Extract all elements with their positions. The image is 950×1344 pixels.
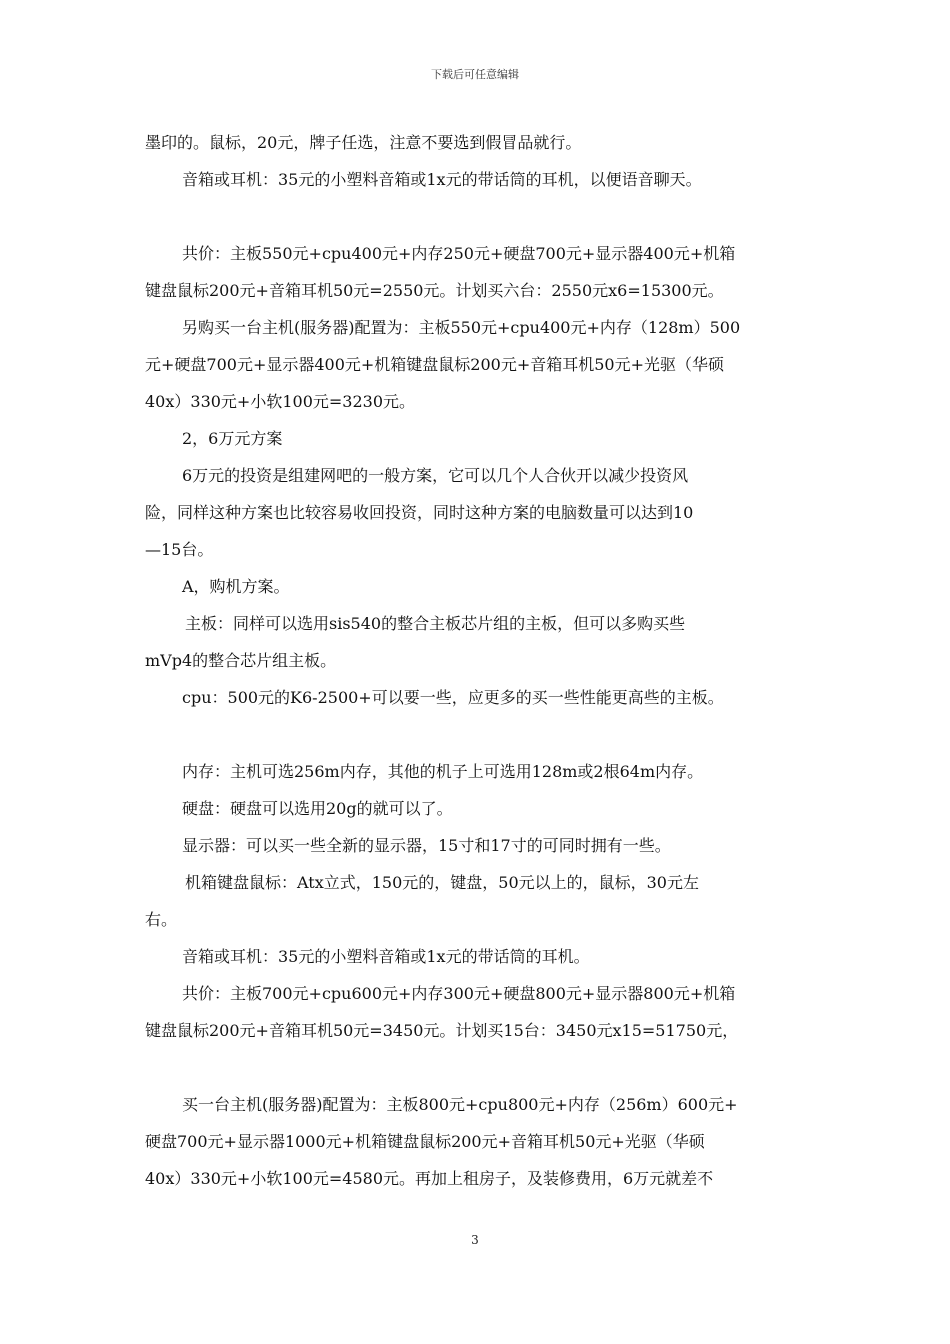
text-line: 键盘鼠标200元+音箱耳机50元=3450元。计划买15台：3450元x15=51750元， <box>145 1021 739 1040</box>
text-line: 墨印的。鼠标，20元，牌子任选，注意不要选到假冒品就行。 <box>145 133 582 152</box>
text-line: 6万元的投资是组建网吧的一般方案，它可以几个人合伙开以减少投资风 <box>182 466 689 485</box>
blank-line <box>145 1049 813 1086</box>
text-line: —15台。 <box>145 540 214 559</box>
page-number: 3 <box>471 1233 479 1247</box>
text-line: 共价：主板700元+cpu600元+内存300元+硬盘800元+显示器800元+机箱 <box>182 984 736 1003</box>
text-line: 买一台主机(服务器)配置为：主板800元+cpu800元+内存（256m）600元+ <box>182 1095 738 1114</box>
text-line: 显示器：可以买一些全新的显示器，15寸和17寸的可同时拥有一些。 <box>182 836 671 855</box>
text-line: 40x）330元+小软100元=4580元。再加上租房子，及装修费用，6万元就差不 <box>145 1169 714 1188</box>
section-heading: 2，6万元方案 <box>182 429 283 448</box>
text-line: 硬盘700元+显示器1000元+机箱键盘鼠标200元+音箱耳机50元+光驱（华硕 <box>145 1132 705 1151</box>
text-line: 险，同样这种方案也比较容易收回投资，同时这种方案的电脑数量可以达到10 <box>145 503 694 522</box>
text-line: 右。 <box>145 910 178 929</box>
text-line: 共价：主板550元+cpu400元+内存250元+硬盘700元+显示器400元+机箱 <box>182 244 736 263</box>
text-line: 内存：主机可选256m内存，其他的机子上可选用128m或2根64m内存。 <box>182 762 704 781</box>
text-line: mVp4的整合芯片组主板。 <box>145 651 337 670</box>
text-line: 机箱键盘鼠标：Atx立式，150元的，键盘，50元以上的，鼠标，30元左 <box>185 873 699 892</box>
text-line: 40x）330元+小软100元=3230元。 <box>145 392 415 411</box>
subsection-heading: A，购机方案。 <box>182 577 290 596</box>
text-line: 元+硬盘700元+显示器400元+机箱键盘鼠标200元+音箱耳机50元+光驱（华硕 <box>145 355 725 374</box>
text-line: 硬盘：硬盘可以选用20g的就可以了。 <box>182 799 453 818</box>
page-header: 下载后可任意编辑 <box>431 68 519 81</box>
text-line: cpu：500元的K6-2500+可以要一些，应更多的买一些性能更高些的主板。 <box>182 688 724 707</box>
text-line: 键盘鼠标200元+音箱耳机50元=2550元。计划买六台：2550元x6=15300元。 <box>145 281 724 300</box>
blank-line <box>145 198 813 235</box>
text-line: 另购买一台主机(服务器)配置为：主板550元+cpu400元+内存（128m）500 <box>182 318 741 337</box>
blank-line <box>145 716 813 753</box>
text-line: 主板：同样可以选用sis540的整合主板芯片组的主板，但可以多购买些 <box>185 614 686 633</box>
text-line: 音箱或耳机：35元的小塑料音箱或1x元的带话筒的耳机，以便语音聊天。 <box>182 170 702 189</box>
document-body <box>145 124 813 1197</box>
text-line: 音箱或耳机：35元的小塑料音箱或1x元的带话筒的耳机。 <box>182 947 590 966</box>
